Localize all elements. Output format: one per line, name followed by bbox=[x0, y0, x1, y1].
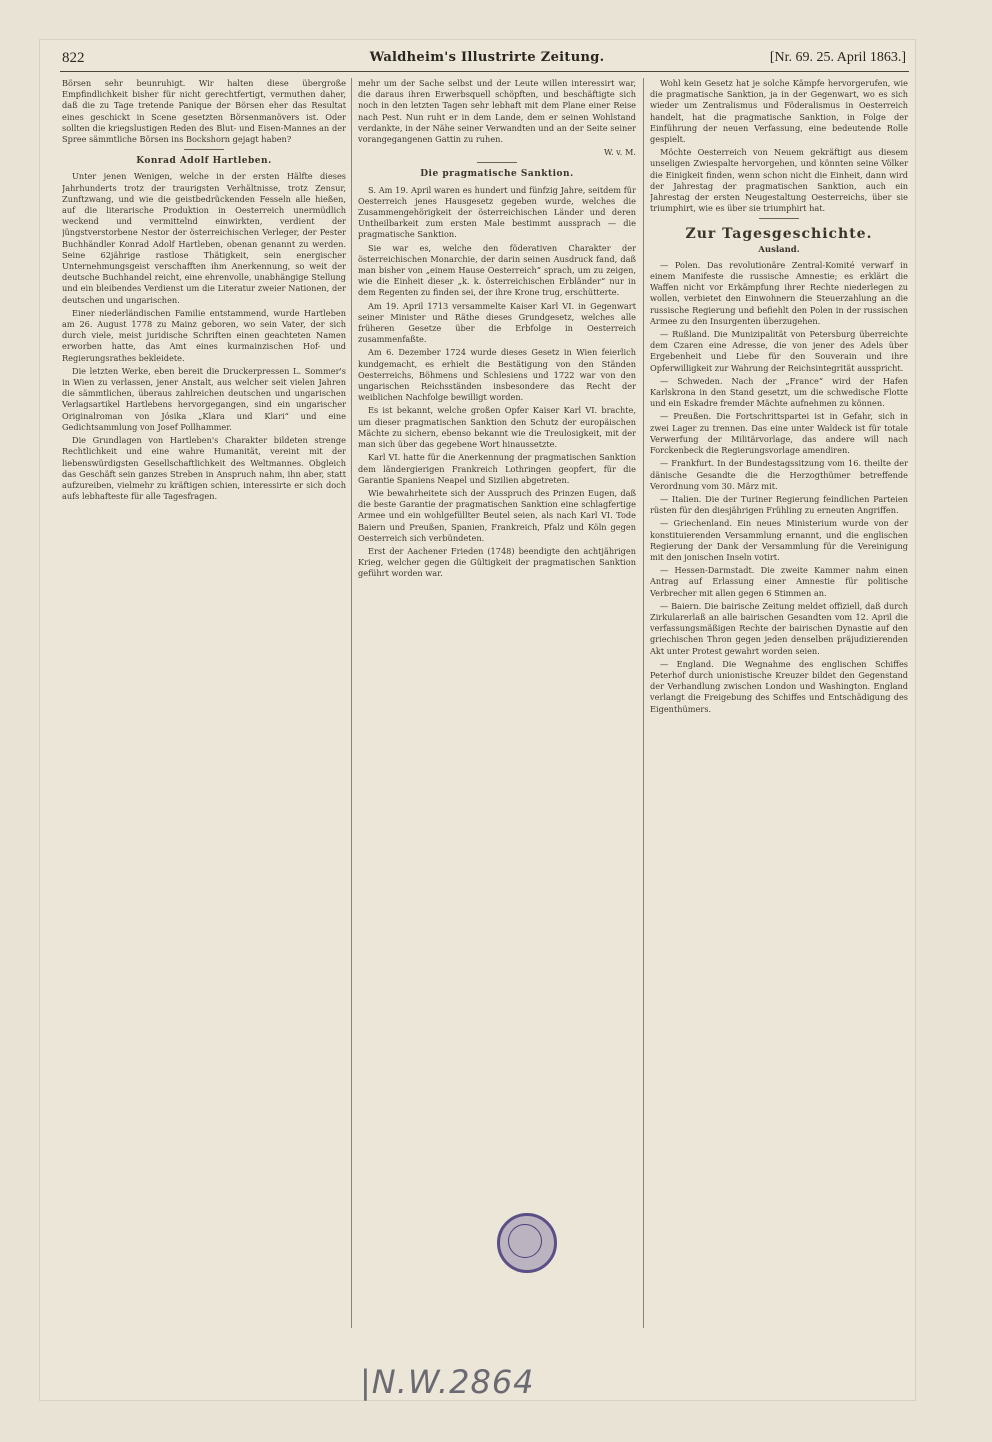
stamp-ring bbox=[508, 1224, 542, 1258]
article-text: Unter jenen Wenigen, welche in der ersten Hälfte dieses Jahrhunderts trotz der traurigsten Verhältnisse, trotz Zensur, Zunftzwang, und wie die geistbedrückenden Fesseln alle hießen, auf die literarische Produktion in Oesterreich unermüdlich weckend und vermittelnd einwirkten, verdient der jüngstverstorbene Nestor der österreichischen Verleger, der Pester Buchhändler Konrad Adolf Hartleben, obenan genannt zu werden. Seine 62jährige rastlose Thätigkeit, sein energischer Unternehmungsgeist verschafften ihm Anerkennung, so weit der deutsche Buchhandel reicht, eine ehrenvolle, unabhängige Stellung und ein bleibendes Verdienst um die Literatur zweier Nationen, der deutschen und ungarischen. bbox=[62, 171, 346, 305]
article-heading: Konrad Adolf Hartleben. bbox=[136, 156, 272, 167]
section-heading: Zur Tagesgeschichte. bbox=[685, 226, 873, 243]
news-item: — Frankfurt. In der Bundestagssitzung vom 16. theilte der dänische Gesandte die die Herzogthümer betreffende Verordnung vom 30. März mit. bbox=[650, 458, 908, 491]
article-text: Die letzten Werke, eben bereit die Druckerpressen L. Sommer's in Wien zu verlassen, jener Anstalt, aus welcher seit vielen Jahren die sämmtlichen, überaus zahlreichen deutschen und ungarischen Verlagsartikel Hartlebens hervorgegangen, sind ein ungarischer Originalroman von Jósika „Klara und Klari“ und eine Gedichtsammlung von Josef Pollhammer. bbox=[62, 365, 346, 432]
news-item: — Preußen. Die Fortschrittspartei ist in Gefahr, sich in zwei Lager zu trennen. Das eine unter Waldeck ist für totale Verwerfung der Militärvorlage, das andere will nach Forckenbeck die Regierungsvorlage amendiren. bbox=[650, 411, 908, 456]
article-heading: Die pragmatische Sanktion. bbox=[420, 169, 574, 180]
article-text: Die Grundlagen von Hartleben's Charakter bildeten strenge Rechtlichkeit und eine wahre Humanität, vereint mit der liebenswürdigsten Gesellschaftlichkeit des Weltmannes. Obgleich das Geschäft sein ganzes Streben in Anspruch nahm, ihn aber, statt aufzureiben, vielmehr zu kräftigen schien, interessirte er sich doch aufs lebhafteste für alle Tagesfragen. bbox=[62, 435, 346, 502]
newspaper-title: Waldheim's Illustrirte Zeitung. bbox=[369, 50, 605, 65]
article-text: Karl VI. hatte für die Anerkennung der pragmatischen Sanktion dem ländergierigen Frankreich Lothringen geopfert, für die Garantie Spaniens Neapel und Sizilien abgetreten. bbox=[358, 452, 636, 485]
article-text: Wohl kein Gesetz hat je solche Kämpfe hervorgerufen, wie die pragmatische Sanktion, ja in der Gegenwart, wo es sich wieder um Zentralismus und Föderalismus in Oesterreich handelt, hat die pragmatische Sanktion, in Folge der Einführung der neuen Verfassung, eine bedeutende Rolle gespielt. bbox=[650, 78, 908, 145]
news-item: — England. Die Wegnahme des englischen Schiffes Peterhof durch unionistische Kreuzer bildet den Gegenstand der Verhandlung zwischen London und Washington. England verlangt die Freigebung des Schiffes und Entschädigung des Eigenthümers. bbox=[650, 658, 908, 714]
article-text: Einer niederländischen Familie entstammend, wurde Hartleben am 26. August 1778 zu Mainz geboren, wo sein Vater, der sich durch viele, meist juridische Schriften einen geachteten Namen erworben hatte, das Amt eines kurmainzischen Hof- und Regierungsrathes bekleidete. bbox=[62, 307, 346, 363]
article-text: Börsen sehr beunruhigt. Wir halten diese übergroße Empfindlichkeit bisher für nicht gerechtfertigt, vermuthen daher, daß die zu Tage tretende Panique der Börsen eher das Resultat eines geschickt in Scene gesetzten Börsenmanövers ist. Oder sollten die kriegslustigen Reden des Blut- und Eisen-Mannes an der Spree sämmtliche Börsen ins Bockshorn gejagt haben? bbox=[62, 78, 346, 145]
column-3 bbox=[650, 78, 908, 1328]
handwritten-call-number: |N.W.2864 bbox=[360, 1363, 535, 1401]
news-item: — Rußland. Die Munizipalität von Petersburg überreichte dem Czaren eine Adresse, die von jener des Adels über Ergebenheit und Liebe für den Souverain und ihre Opferwilligkeit zur Wahrung der Reichsintegrität ausspricht. bbox=[650, 329, 908, 373]
library-stamp-icon bbox=[497, 1213, 557, 1273]
article-text: S. Am 19. April waren es hundert und fünfzig Jahre, seitdem für Oesterreich jenes Hausgesetz gegeben wurde, welches die Zusammengehörigkeit der österreichischen Länder und deren Untheilbarkeit zum ersten Male bestimmt aussprach — die pragmatische Sanktion. bbox=[358, 184, 636, 240]
page-number: 822 bbox=[62, 50, 85, 66]
separator bbox=[477, 162, 517, 163]
article-text: Sie war es, welche den föderativen Charakter der österreichischen Monarchie, der darin seinen Ausdruck fand, daß man bisher von „einem Hause Oesterreich“ sprach, um zu zeigen, wie die Einheit dieser „k. k. österreichischen Erbländer“ nur in dem Regenten zu finden sei, der ihre Krone trug, erschütterte. bbox=[358, 242, 636, 298]
page-header bbox=[62, 46, 912, 70]
header-rule bbox=[60, 71, 909, 72]
news-item: — Hessen-Darmstadt. Die zweite Kammer nahm einen Antrag auf Erlassung einer Amnestie für politische Verbrecher mit allen gegen 6 Stimmen an. bbox=[650, 565, 908, 598]
article-text: Am 6. Dezember 1724 wurde dieses Gesetz in Wien feierlich kundgemacht, es erhielt die Bestätigung von den Ständen Oesterreichs, Böhmens und Schlesiens und 1722 war von den ungarischen Reichsständen insbesondere das Recht der weiblichen Nachfolge bewilligt worden. bbox=[358, 347, 636, 403]
article-text: Es ist bekannt, welche großen Opfer Kaiser Karl VI. brachte, um dieser pragmatischen Sanktion den Schutz der europäischen Mächte zu sichern, ebenso bekannt wie die Treulosigkeit, mit der man sich über das gegebene Wort hinaussetzte. bbox=[358, 405, 636, 450]
column-divider bbox=[351, 78, 352, 1328]
news-item: — Baiern. Die bairische Zeitung meldet offiziell, daß durch Zirkularerlaß an alle bairischen Gesandten vom 12. April die verfassungsmäßigen Rechte der bairischen Dynastie auf den griechischen Thron gegen jeden denselben präjudizierenden Akt unter Protest gewahrt worden seien. bbox=[650, 600, 908, 656]
column-divider bbox=[643, 78, 644, 1328]
article-text: Erst der Aachener Frieden (1748) beendigte den achtjährigen Krieg, welcher gegen die Gültigkeit der pragmatischen Sanktion geführt worden war. bbox=[358, 545, 636, 579]
separator bbox=[184, 149, 224, 150]
news-item: — Schweden. Nach der „France“ wird der Hafen Karlskrona in den Stand gesetzt, um die schwedische Flotte und ein Eskadre fremder Mächte aufnehmen zu können. bbox=[650, 375, 908, 409]
issue-info: [Nr. 69. 25. April 1863.] bbox=[769, 50, 906, 65]
article-text: Wie bewahrheitete sich der Ausspruch des Prinzen Eugen, daß die beste Garantie der pragmatischen Sanktion eine schlagfertige Armee und ein wohlgefüllter Beutel seien, als nach Karl VI. Tode Baiern und Preußen, Spanien, Frankreich, Pfalz und Köln gegen Oesterreich sich verbündeten. bbox=[358, 487, 636, 543]
news-item: — Polen. Das revolutionäre Zentral-Komité verwarf in einem Manifeste die russische Amnestie; es erklärt die Waffen nicht vor Erkämpfung ihrer Rechte niederlegen zu wollen, verbietet den Einwohnern die Steuerzahlung an die russische Regierung und befiehlt den Polen in der russischen Armee zu den Insurgenten überzugehen. bbox=[650, 259, 908, 326]
separator bbox=[759, 218, 799, 219]
section-subheading: Ausland. bbox=[758, 244, 800, 255]
column-1 bbox=[62, 78, 346, 1328]
article-signature: W. v. M. bbox=[603, 147, 636, 158]
column-2 bbox=[358, 78, 636, 1328]
article-text: mehr um der Sache selbst und der Leute willen interessirt war, die daraus ihren Erwerbsquell schöpften, und beschäftigte sich noch in den letzten Tagen sehr lebhaft mit dem Plane einer Reise nach Pest. Nun ruht er in dem Lande, dem er seinen Wohlstand verdankte, in der Nähe seiner Verwandten und an der Seite seiner vorangegangenen Gattin zu ruhen. bbox=[358, 78, 636, 145]
article-text: Am 19. April 1713 versammelte Kaiser Karl VI. in Gegenwart seiner Minister und Räthe dieses Grundgesetz, welches alle früheren Gesetze über die Erbfolge in Oesterreich zusammenfaßte. bbox=[358, 300, 636, 345]
article-text: Möchte Oesterreich von Neuem gekräftigt aus diesem unseligen Zwiespalte hervorgehen, und könnten seine Völker die Einigkeit finden, wenn schon nicht die Einheit, dann wird der Jahrestag der pragmatischen Sanktion, auch ein Jahrestag der ersten Neugestaltung Oesterreichs, über sie triumphirt, wie es über sie triumphirt hat. bbox=[650, 147, 908, 214]
news-item: — Griechenland. Ein neues Ministerium wurde von der konstituierenden Versammlung ernannt, und die englischen Regierung der Dank der Versammlung für die Vereinigung mit den jonischen Inseln votirt. bbox=[650, 518, 908, 562]
news-item: — Italien. Die der Turiner Regierung feindlichen Parteien rüsten für den diesjährigen Frühling zu erneuten Angriffen. bbox=[650, 493, 908, 516]
